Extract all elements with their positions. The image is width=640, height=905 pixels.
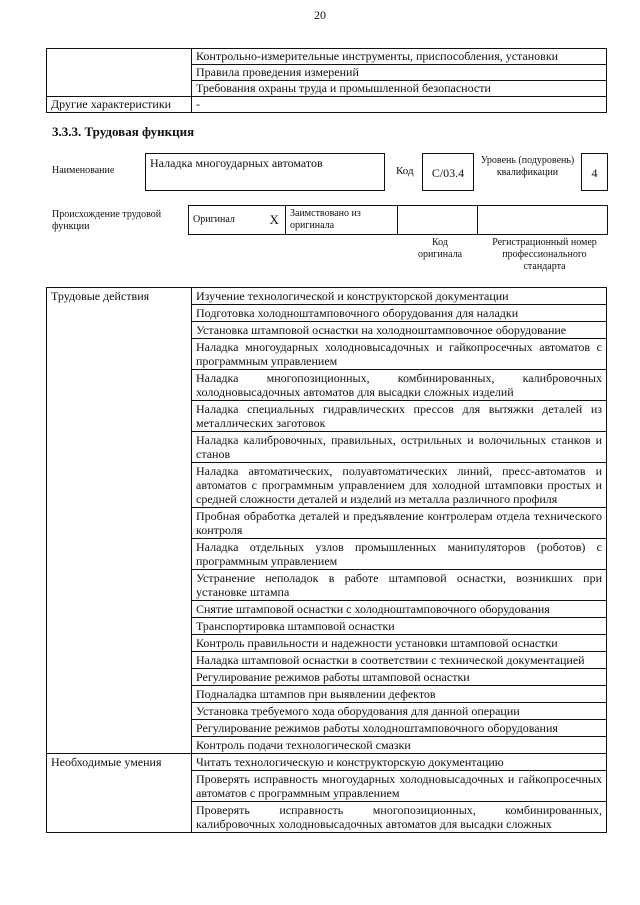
function-name-field: Наладка многоударных автоматов xyxy=(145,153,385,191)
list-item: Наладка многоударных холодновысадочных и гайкопросечных автоматов с программным управлением xyxy=(192,339,607,370)
list-item: Читать технологическую и конструкторскую документацию xyxy=(192,754,607,771)
row-value: Правила проведения измерений xyxy=(192,65,607,81)
original-mark: X xyxy=(264,206,286,235)
row-value: Контрольно-измерительные инструменты, приспособления, установки xyxy=(192,49,607,65)
original-code-field xyxy=(398,206,478,235)
row-value: - xyxy=(192,97,607,113)
list-item: Проверять исправность многоударных холодновысадочных и гайкопросечных автоматов с программным управлением xyxy=(192,771,607,802)
table-row xyxy=(47,81,607,97)
table-row xyxy=(47,65,607,81)
reg-number-field xyxy=(478,206,608,235)
list-item: Наладка штамповой оснастки в соответствии с технической документацией xyxy=(192,652,607,669)
borrowed-label: Заимствовано из оригинала xyxy=(286,206,398,235)
list-item: Изучение технологической и конструкторской документации xyxy=(192,288,607,305)
page-number: 20 xyxy=(314,8,326,22)
list-item: Установка требуемого хода оборудования для данной операции xyxy=(192,703,607,720)
table-row xyxy=(189,206,608,235)
list-item: Устранение неполадок в работе штамповой оснастки, возникших при установке штампа xyxy=(192,570,607,601)
level-label: Уровень (подуровень) квалификации xyxy=(480,155,575,178)
list-item: Проверять исправность многопозиционных, комбинированных, калибровочных холодновысадочных автоматов для высадки сложных xyxy=(192,802,607,833)
list-item: Наладка отдельных узлов промышленных манипуляторов (роботов) с программным управлением xyxy=(192,539,607,570)
category-label: Трудовые действия xyxy=(47,288,192,754)
original-label: Оригинал xyxy=(189,206,264,235)
reg-number-caption: Регистрационный номер профессионального стандарта xyxy=(492,237,597,272)
row-label: Другие характеристики xyxy=(47,97,192,113)
labor-function-table xyxy=(46,287,607,833)
list-item: Снятие штамповой оснастки с холодноштамповочного оборудования xyxy=(192,601,607,618)
code-field: C/03.4 xyxy=(422,153,474,191)
origin-label: Происхождение трудовой функции xyxy=(52,209,162,232)
section-title: 3.3.3. Трудовая функция xyxy=(52,124,195,139)
original-code-caption: Код оригинала xyxy=(417,237,463,260)
table-row xyxy=(47,49,607,65)
list-item: Контроль правильности и надежности установки штамповой оснастки xyxy=(192,635,607,652)
list-item: Контроль подачи технологической смазки xyxy=(192,737,607,754)
origin-table xyxy=(188,205,608,235)
list-item: Пробная обработка деталей и предъявление контролерам отдела технического контроля xyxy=(192,508,607,539)
list-item: Наладка многопозиционных, комбинированных, калибровочных холодновысадочных автоматов для высадки сложных изделий xyxy=(192,370,607,401)
code-label: Код xyxy=(396,165,414,177)
list-item: Транспортировка штамповой оснастки xyxy=(192,618,607,635)
top-table xyxy=(46,48,607,113)
row-label xyxy=(47,81,192,97)
list-item: Установка штамповой оснастки на холодноштамповочное оборудование xyxy=(192,322,607,339)
name-label: Наименование xyxy=(52,165,115,176)
list-item: Наладка калибровочных, правильных, острильных и волочильных станков и станов xyxy=(192,432,607,463)
row-label xyxy=(47,65,192,81)
table-row xyxy=(47,288,607,305)
list-item: Наладка автоматических, полуавтоматических линий, пресс-автоматов и автоматов с программным управлением для холодной штамповки простых и средней сложности деталей и изделий из металла различного профиля xyxy=(192,463,607,508)
list-item: Регулирование режимов работы холодноштамповочного оборудования xyxy=(192,720,607,737)
table-row xyxy=(47,754,607,771)
list-item: Подготовка холодноштамповочного оборудования для наладки xyxy=(192,305,607,322)
level-field: 4 xyxy=(581,153,608,191)
row-value: Требования охраны труда и промышленной безопасности xyxy=(192,81,607,97)
table-row xyxy=(47,97,607,113)
list-item: Регулирование режимов работы штамповой оснастки xyxy=(192,669,607,686)
list-item: Подналадка штампов при выявлении дефектов xyxy=(192,686,607,703)
list-item: Наладка специальных гидравлических прессов для вытяжки деталей из металлических заготовок xyxy=(192,401,607,432)
category-label: Необходимые умения xyxy=(47,754,192,833)
row-label xyxy=(47,49,192,65)
